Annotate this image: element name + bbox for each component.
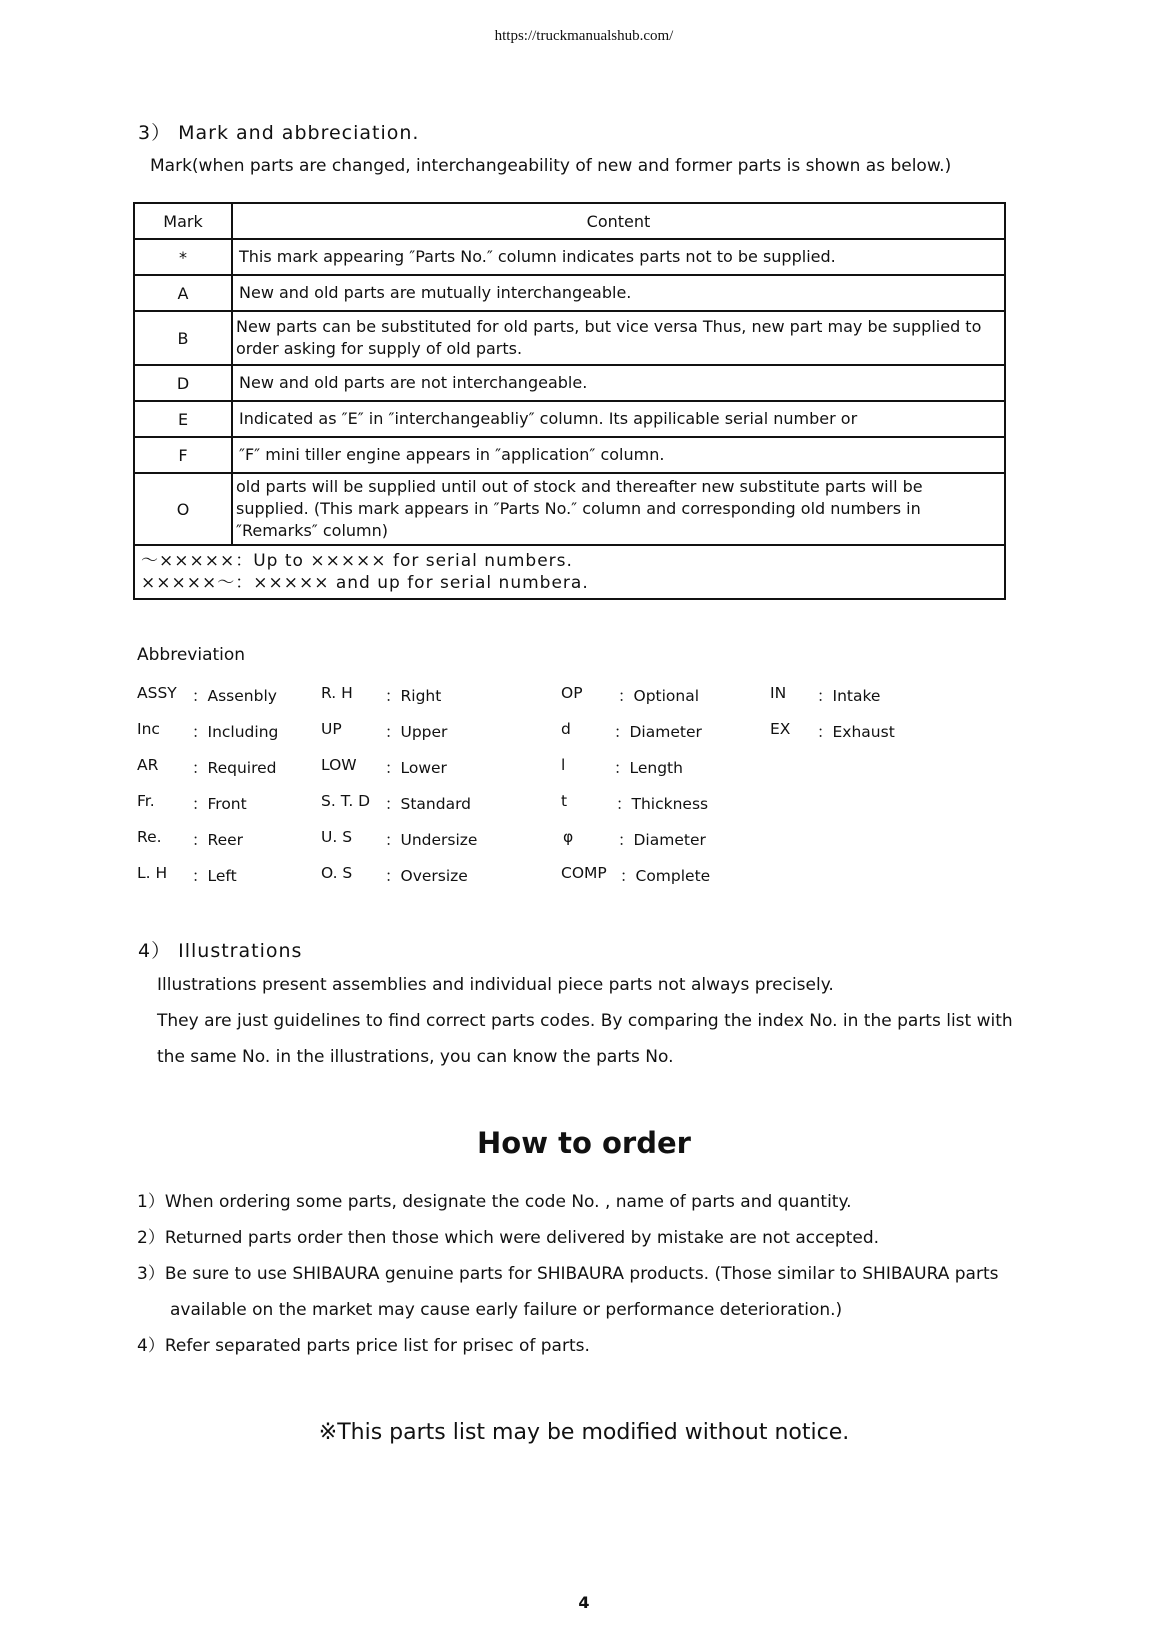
content-cell: Indicated as ″E″ in ″interchangeabliy″ column. Its appilicable serial number or bbox=[232, 401, 1005, 437]
abbr-term: L. H bbox=[137, 864, 168, 882]
abbr-meaning: ：Intake bbox=[817, 687, 881, 705]
mark-cell: B bbox=[134, 311, 232, 365]
abbr-term: EX bbox=[770, 720, 791, 738]
table-row bbox=[134, 311, 1005, 365]
table-row bbox=[134, 239, 1005, 275]
order-item: 3）Be sure to use SHIBAURA genuine parts for SHIBAURA products. (Those similar to SHIBAURA parts bbox=[137, 1264, 999, 1284]
serial-notation-cell bbox=[134, 545, 1005, 599]
abbr-term: UP bbox=[321, 720, 342, 738]
content-cell: ″F″ mini tiller engine appears in ″application″ column. bbox=[232, 437, 1005, 473]
serial-notation-row bbox=[134, 545, 1005, 599]
section-3-title: 3） Mark and abbreciation. bbox=[138, 122, 420, 144]
abbr-meaning: ：Thickness bbox=[616, 795, 709, 813]
abbr-meaning: ：Complete bbox=[620, 867, 711, 885]
mark-cell: O bbox=[134, 473, 232, 545]
abbr-term: IN bbox=[770, 684, 787, 702]
modification-notice: ※This parts list may be modified without notice. bbox=[318, 1420, 850, 1445]
abbr-meaning: ：Optional bbox=[618, 687, 700, 705]
illustrations-line-1: Illustrations present assemblies and individual piece parts not always precisely. bbox=[157, 975, 834, 995]
abbr-meaning: ：Front bbox=[192, 795, 247, 813]
abbr-term: t bbox=[561, 792, 568, 810]
abbr-term: φ bbox=[563, 828, 574, 846]
abbr-meaning: ：Left bbox=[192, 867, 237, 885]
abbr-meaning: ：Including bbox=[192, 723, 279, 741]
order-item: 2）Returned parts order then those which were delivered by mistake are not accepted. bbox=[137, 1228, 880, 1248]
table-row bbox=[134, 437, 1005, 473]
mark-intro: Mark(when parts are changed, interchangeability of new and former parts is shown as below.) bbox=[150, 156, 952, 176]
source-url: https://truckmanualshub.com/ bbox=[494, 28, 674, 44]
abbr-term: COMP bbox=[561, 864, 607, 882]
content-cell: old parts will be supplied until out of stock and thereafter new substitute parts will be supplied. (This mark appears in ″Parts No.″ column and corresponding old numbers in ″Remarks″ column) bbox=[232, 473, 1005, 545]
serial-notation-line-2: ×××××～：××××× and up for serial numbera. bbox=[141, 573, 589, 593]
abbr-meaning: ：Length bbox=[614, 759, 683, 777]
abbr-term: OP bbox=[561, 684, 583, 702]
header-content: Content bbox=[232, 203, 1005, 239]
how-to-order-heading: How to order bbox=[477, 1126, 691, 1160]
abbr-meaning: ：Assenbly bbox=[192, 687, 277, 705]
abbr-term: LOW bbox=[321, 756, 357, 774]
abbr-term: O. S bbox=[321, 864, 353, 882]
mark-cell: * bbox=[134, 239, 232, 275]
header-mark: Mark bbox=[134, 203, 232, 239]
abbr-term: S. T. D bbox=[321, 792, 371, 810]
illustrations-line-3: the same No. in the illustrations, you can know the parts No. bbox=[157, 1047, 674, 1067]
abbr-meaning: ：Diameter bbox=[614, 723, 702, 741]
order-item-continuation: available on the market may cause early failure or performance deterioration.) bbox=[170, 1300, 843, 1320]
abbr-meaning: ：Undersize bbox=[385, 831, 478, 849]
abbr-term: l bbox=[561, 756, 566, 774]
serial-notation-line-1: ～×××××：Up to ××××× for serial numbers. bbox=[141, 551, 573, 571]
content-cell: New parts can be substituted for old parts, but vice versa Thus, new part may be supplied to order asking for supply of old parts. bbox=[232, 311, 1005, 365]
abbr-meaning: ：Lower bbox=[385, 759, 447, 777]
table-header-row bbox=[134, 203, 1005, 239]
illustrations-line-2: They are just guidelines to find correct parts codes. By comparing the index No. in the parts list with bbox=[157, 1011, 1013, 1031]
abbreviation-title: Abbreviation bbox=[137, 645, 246, 665]
table-row bbox=[134, 365, 1005, 401]
table-row bbox=[134, 275, 1005, 311]
abbr-meaning: ：Diameter bbox=[618, 831, 706, 849]
abbr-term: U. S bbox=[321, 828, 353, 846]
table-row bbox=[134, 401, 1005, 437]
mark-cell: F bbox=[134, 437, 232, 473]
abbr-meaning: ：Exhaust bbox=[817, 723, 895, 741]
abbr-term: Fr. bbox=[137, 792, 155, 810]
order-item: 4）Refer separated parts price list for prisec of parts. bbox=[137, 1336, 590, 1356]
page-number: 4 bbox=[578, 1593, 590, 1612]
abbr-term: Inc bbox=[137, 720, 160, 738]
abbr-term: d bbox=[561, 720, 571, 738]
abbr-meaning: ：Reer bbox=[192, 831, 244, 849]
abbr-meaning: ：Right bbox=[385, 687, 442, 705]
abbr-term: Re. bbox=[137, 828, 162, 846]
abbr-term: AR bbox=[137, 756, 159, 774]
order-item: 1）When ordering some parts, designate the code No. , name of parts and quantity. bbox=[137, 1192, 852, 1212]
abbr-meaning: ：Required bbox=[192, 759, 277, 777]
content-cell: This mark appearing ″Parts No.″ column indicates parts not to be supplied. bbox=[232, 239, 1005, 275]
content-cell: New and old parts are not interchangeable. bbox=[232, 365, 1005, 401]
content-cell: New and old parts are mutually interchangeable. bbox=[232, 275, 1005, 311]
table-row bbox=[134, 473, 1005, 545]
section-4-title: 4） Illustrations bbox=[138, 940, 303, 962]
abbr-meaning: ：Standard bbox=[385, 795, 472, 813]
abbr-meaning: ：Upper bbox=[385, 723, 448, 741]
abbr-term: ASSY bbox=[137, 684, 177, 702]
mark-table bbox=[133, 202, 1006, 600]
mark-cell: A bbox=[134, 275, 232, 311]
abbr-term: R. H bbox=[321, 684, 353, 702]
abbr-meaning: ：Oversize bbox=[385, 867, 468, 885]
mark-cell: D bbox=[134, 365, 232, 401]
mark-cell: E bbox=[134, 401, 232, 437]
